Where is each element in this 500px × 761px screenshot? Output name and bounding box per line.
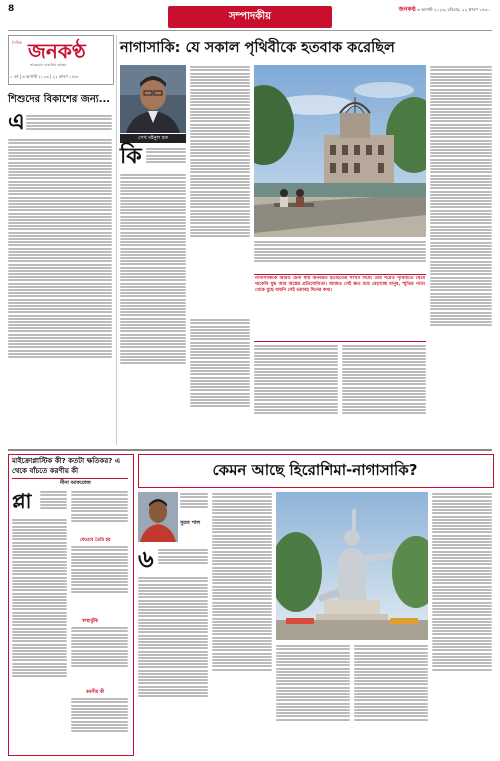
sidebar-body-col2b [71, 545, 128, 615]
editorial-title: শিশুদের বিকাশের জন্য... [8, 94, 111, 105]
main-body-col1 [120, 173, 186, 445]
main-body-under-photo [254, 240, 426, 272]
page-number: 8 [8, 4, 15, 14]
main-body-col2 [190, 65, 250, 315]
second-drop-cap: ৬ [138, 545, 154, 573]
author2-name: সুরত পাল [180, 520, 201, 526]
second-body-col5 [432, 492, 492, 754]
sidebar-rule [12, 478, 128, 479]
sidebar-body-intro [40, 490, 67, 516]
sidebar-body-col2c [71, 626, 128, 686]
section-title: সম্পাদকীয় [228, 11, 272, 22]
second-body-top [180, 492, 208, 518]
second-body-col4 [354, 644, 428, 754]
sidebar-author: নীনা আফরোজ [60, 480, 91, 486]
sidebar-subhead-3: করণীয় কী [86, 690, 105, 695]
pull-quote: নাগাসাকিকে আরও চেনা যায় অনবরত হতাহতের সংখ্যা দিয়ে। তার পরেও পৃথিবীতে থেমে থাকেনি যুদ্ধ আর অস্ত্রের প্রতিযোগিতা। আজও সেই ক্ষত বয়ে বেড়াচ্ছে মানুষ, স্মৃতির পাতা থেকে মুছে যায়নি সেই ভয়াবহ দিনের কথা। [255, 276, 425, 293]
paper-date: ১ বর্ষ | ৬ আগস্ট ২০২৩ | ২২ শ্রাবণ ১৪৩০ [10, 74, 80, 79]
masthead-divider [8, 30, 492, 31]
paper-prefix: দৈনিক [12, 40, 23, 45]
paper-logo: জনকণ্ঠ [28, 39, 86, 63]
date-line: ৬ আগস্ট ২০২৩, রবিবার, ২২ শ্রাবণ ১৪৩০ [417, 7, 490, 12]
second-headline: কেমন আছে হিরোশিমা-নাগাসাকি? [212, 461, 418, 479]
paper-tagline: আবহমান বাঙালির কণ্ঠস্বর [30, 63, 67, 67]
main-body-intro [146, 147, 186, 171]
main-body-col4 [430, 65, 492, 445]
author-name: সেখ মইনুল হক [137, 135, 168, 141]
main-body-col2b [190, 318, 250, 445]
sidebar-drop-cap: প্লা [12, 489, 32, 513]
sidebar-subhead-2: স্বাস্থ্যঝুঁকি [82, 619, 99, 624]
editorial-body-intro [26, 114, 112, 136]
sidebar-subhead-1: যেভাবে তৈরি হয় [80, 538, 111, 543]
editorial-drop-cap: এ [8, 110, 25, 135]
sidebar-body-col1 [12, 518, 67, 750]
second-body-col3 [276, 644, 350, 754]
atomic-dome-photo [254, 65, 426, 237]
editorial-body [8, 138, 112, 444]
sidebar-body-col2d [71, 697, 128, 750]
second-body-col1 [138, 576, 208, 754]
second-body-intro [158, 548, 208, 574]
author2-photo [138, 492, 178, 542]
main-headline: নাগাসাকি: যে সকাল পৃথিবীকে হতবাক করেছিল [120, 40, 395, 56]
main-body-col3a [254, 344, 338, 445]
main-body-col3b [342, 344, 426, 445]
author-photo [120, 65, 186, 133]
sidebar-body-col2a [71, 490, 128, 534]
main-drop-cap: কি [120, 144, 142, 169]
sidebar-headline: মাইক্রোপ্লাস্টিক কী? কতটা ক্ষতিকর? এ থেকে বাঁচতে করণীয় কী [12, 457, 121, 475]
section-divider [8, 449, 492, 451]
second-body-col2 [212, 492, 272, 754]
column-rule [116, 35, 117, 445]
masthead-logo: জনকণ্ঠ [398, 6, 416, 13]
peace-statue-photo [276, 492, 428, 640]
